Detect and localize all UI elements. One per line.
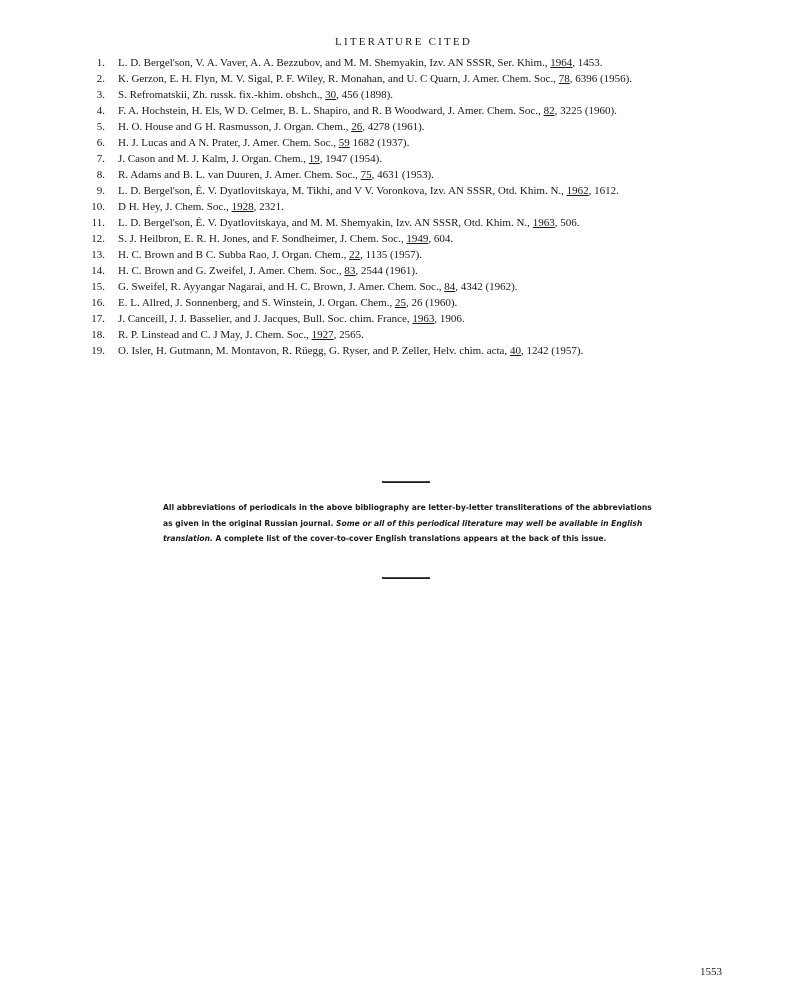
reference-number: 12.	[91, 233, 105, 245]
reference-number: 5.	[96, 121, 105, 133]
reference-text: O. Isler, H. Gutmann, M. Montavon, R. Rüegg, G. Ryser, and P. Zeller, Helv. chim. acta,	[118, 345, 510, 357]
reference-text: , 26 (1960).	[405, 297, 458, 309]
reference-text: , 4631 (1953).	[371, 169, 434, 181]
reference-text: , 1947 (1954).	[319, 153, 383, 165]
reference-item	[82, 151, 742, 167]
reference-volume: 75	[360, 169, 372, 181]
reference-item	[82, 327, 742, 343]
reference-text: R. P. Linstead and C. J May, J. Chem. Soc.,	[118, 329, 312, 341]
reference-number: 6.	[96, 137, 105, 149]
reference-item	[82, 247, 742, 263]
reference-text: , 1135 (1957).	[360, 249, 423, 261]
reference-volume: 1962	[566, 185, 589, 197]
reference-text: S. Refromatskii, Zh. russk. fix.-khim. obshch.,	[118, 89, 326, 101]
reference-text: S. J. Heilbron, E. R. H. Jones, and F. Sondheimer, J. Chem. Soc.,	[118, 233, 407, 245]
reference-number: 11.	[91, 217, 105, 229]
reference-item	[82, 87, 742, 103]
reference-text: , 4278 (1961).	[362, 121, 425, 133]
reference-number: 17.	[91, 313, 105, 325]
reference-text: H. C. Brown and G. Zweifel, J. Amer. Chem. Soc.,	[118, 265, 345, 277]
reference-text: , 1612.	[588, 185, 619, 197]
notice-text: All abbreviations of periodicals in the above bibliography are letter-by-letter transliterations of the abbreviations as given in the original Russian journal.	[163, 503, 652, 528]
reference-text: H. O. House and G H. Rasmusson, J. Organ. Chem.,	[118, 121, 352, 133]
notice-text-end: A complete list of the cover-to-cover English translations appears at the back of this issue.	[212, 534, 607, 543]
reference-item	[82, 167, 742, 183]
reference-item	[82, 231, 742, 247]
divider-bottom	[382, 577, 430, 579]
reference-item	[82, 263, 742, 279]
divider-top	[382, 481, 430, 483]
reference-text: 1682 (1937).	[349, 137, 410, 149]
reference-text: , 6396 (1956).	[569, 73, 633, 85]
reference-volume: 83	[344, 265, 356, 277]
reference-text: , 2565.	[333, 329, 364, 341]
reference-volume: 1964	[550, 57, 573, 69]
reference-text: , 604.	[428, 233, 454, 245]
reference-volume: 19	[308, 153, 320, 165]
reference-text: J. Cason and M. J. Kalm, J. Organ. Chem.,	[118, 153, 309, 165]
reference-text: K. Gerzon, E. H. Flyn, M. V. Sigal, P. F. Wiley, R. Monahan, and U. C Quarn, J. Amer. Chem. Soc.,	[118, 73, 559, 85]
reference-text: D H. Hey, J. Chem. Soc.,	[118, 201, 232, 213]
reference-text: , 4342 (1962).	[455, 281, 518, 293]
reference-text: H. J. Lucas and A N. Prater, J. Amer. Chem. Soc.,	[118, 137, 339, 149]
reference-text: , 3225 (1960).	[554, 105, 617, 117]
reference-text: F. A. Hochstein, H. Els, W D. Celmer, B. L. Shapiro, and R. B Woodward, J. Amer. Chem. Soc.,	[118, 105, 544, 117]
reference-item	[82, 199, 742, 215]
notice-italic-text: Some or all of this periodical literature may well be available in English translation.	[163, 518, 643, 543]
reference-text: E. L. Allred, J. Sonnenberg, and S. Winstein, J. Organ. Chem.,	[118, 297, 395, 309]
reference-volume: 78	[558, 73, 570, 85]
reference-text: L. D. Bergel'son, V. A. Vaver, A. A. Bezzubov, and M. M. Shemyakin, Izv. AN SSSR, Ser. Khim.,	[118, 57, 551, 69]
reference-text: R. Adams and B. L. van Duuren, J. Amer. Chem. Soc.,	[118, 169, 361, 181]
reference-volume: 26	[351, 121, 363, 133]
reference-volume: 22	[349, 249, 361, 261]
page-title: LITERATURE CITED	[335, 36, 472, 48]
reference-number: 10.	[91, 201, 105, 213]
reference-text: L. D. Bergel'son, É. V. Dyatlovitskaya, and M. M. Shemyakin, Izv. AN SSSR, Otd. Khim. N.,	[118, 217, 533, 229]
reference-number: 1.	[96, 57, 105, 69]
reference-volume: 40	[509, 345, 521, 357]
reference-item	[82, 343, 742, 359]
reference-number: 7.	[96, 153, 105, 165]
reference-text: H. C. Brown and B C. Subba Rao, J. Organ. Chem.,	[118, 249, 350, 261]
reference-volume: 1927	[311, 329, 334, 341]
reference-volume: 1963	[532, 217, 555, 229]
reference-volume: 1963	[412, 313, 435, 325]
reference-number: 16.	[91, 297, 105, 309]
reference-number: 13.	[91, 249, 105, 261]
reference-text: J. Canceill, J. J. Basselier, and J. Jacques, Bull. Soc. chim. France,	[118, 313, 413, 325]
reference-volume: 1949	[406, 233, 429, 245]
reference-text: G. Sweifel, R. Ayyangar Nagarai, and H. C. Brown, J. Amer. Chem. Soc.,	[118, 281, 445, 293]
reference-number: 19.	[91, 345, 105, 357]
reference-number: 15.	[91, 281, 105, 293]
reference-number: 4.	[96, 105, 105, 117]
reference-item	[82, 279, 742, 295]
reference-item	[82, 295, 742, 311]
reference-text: , 456 (1898).	[336, 89, 393, 101]
reference-text: , 1453.	[572, 57, 603, 69]
reference-number: 9.	[96, 185, 105, 197]
reference-volume: 30	[325, 89, 337, 101]
transliteration-notice	[163, 500, 655, 547]
reference-item	[82, 55, 742, 71]
reference-number: 3.	[96, 89, 105, 101]
reference-list	[82, 55, 742, 359]
reference-text: , 2544 (1961).	[355, 265, 418, 277]
reference-item	[82, 71, 742, 87]
reference-number: 8.	[96, 169, 105, 181]
reference-volume: 1928	[231, 201, 254, 213]
reference-volume: 59	[338, 137, 350, 149]
reference-number: 14.	[91, 265, 105, 277]
reference-text: , 1906.	[434, 313, 465, 325]
reference-item	[82, 183, 742, 199]
reference-item	[82, 103, 742, 119]
reference-text: L. D. Bergel'son, É. V. Dyatlovitskaya, M. Tikhi, and V V. Voronkova, Izv. AN SSSR, Otd. Khim. N.,	[118, 185, 567, 197]
reference-item	[82, 119, 742, 135]
reference-volume: 84	[444, 281, 456, 293]
page-number: 1553	[700, 966, 722, 978]
reference-volume: 25	[394, 297, 406, 309]
reference-item	[82, 311, 742, 327]
reference-item	[82, 135, 742, 151]
reference-text: , 1242 (1957).	[520, 345, 584, 357]
reference-number: 2.	[96, 73, 105, 85]
reference-number: 18.	[91, 329, 105, 341]
reference-text: , 2321.	[253, 201, 284, 213]
reference-volume: 82	[543, 105, 555, 117]
reference-item	[82, 215, 742, 231]
reference-text: , 506.	[554, 217, 580, 229]
